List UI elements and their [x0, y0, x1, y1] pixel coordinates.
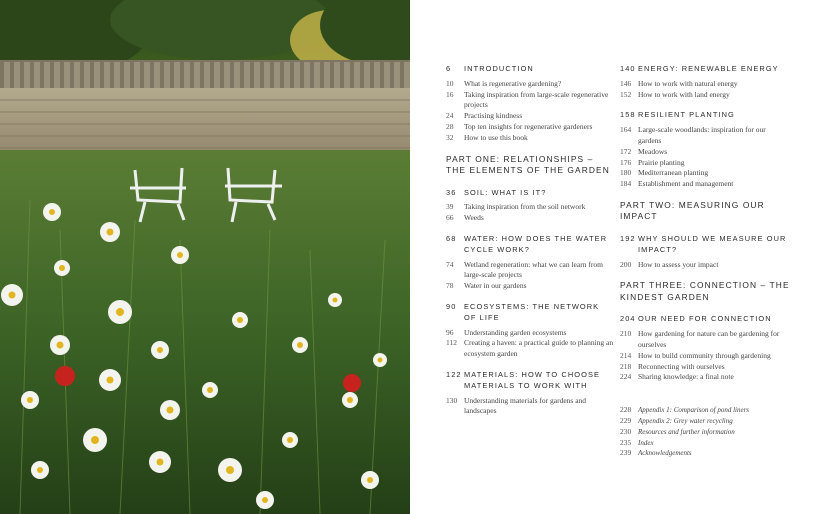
list-item — [620, 158, 790, 169]
list-item — [446, 396, 614, 418]
page-number: 192 — [620, 233, 636, 243]
entry-title: Acknowledgements — [638, 449, 692, 458]
page-number: 210 — [620, 329, 632, 339]
chapter-section — [620, 64, 790, 100]
page-number: 10 — [446, 78, 454, 88]
page-number: 214 — [620, 350, 632, 360]
page-number: 164 — [620, 125, 632, 135]
entry-title: Meadows — [638, 146, 668, 156]
table-of-contents — [410, 0, 820, 514]
page-number: 68 — [446, 233, 457, 243]
chapter-section — [446, 188, 614, 224]
entry-title: Taking inspiration from large-scale regenerative projects — [464, 89, 609, 110]
page-number: 228 — [620, 405, 632, 415]
page-number: 112 — [446, 338, 457, 348]
entry-title: Creating a haven: a practical guide to planning an ecosystem garden — [464, 338, 614, 359]
page-number: 204 — [620, 314, 636, 324]
chapter-heading — [446, 234, 614, 256]
chapter-heading — [620, 64, 790, 75]
page-number: 224 — [620, 372, 632, 382]
list-item — [620, 79, 790, 90]
entry-title: Index — [638, 438, 654, 447]
entry-title: How to work with natural energy — [638, 78, 738, 88]
entry-title: Prairie planting — [638, 157, 685, 167]
chapter-heading — [446, 64, 614, 75]
entry-title: How to use this book — [464, 132, 528, 142]
contents-column-left — [446, 64, 614, 427]
page-number: 90 — [446, 301, 457, 311]
entry-title: Top ten insights for regenerative gardeners — [464, 121, 593, 131]
list-item — [446, 133, 614, 144]
chapter-heading — [620, 234, 790, 256]
entry-title: Water in our gardens — [464, 281, 527, 291]
page-number: 140 — [620, 64, 636, 73]
entry-title: SOIL: WHAT IS IT? — [464, 187, 547, 197]
page-number: 184 — [620, 179, 632, 189]
list-item — [446, 90, 614, 112]
page-number: 32 — [446, 132, 454, 142]
page-number: 180 — [620, 168, 632, 178]
entry-title: Establishment and management — [638, 179, 734, 189]
entry-title: How to assess your impact — [638, 259, 719, 269]
chapter-heading — [446, 302, 614, 324]
list-item — [446, 213, 614, 224]
page-number: 172 — [620, 146, 632, 156]
appendix-list — [620, 405, 790, 459]
chapter-heading — [620, 110, 790, 121]
entry-title: Reconnecting with ourselves — [638, 361, 725, 371]
chapter-section — [620, 234, 790, 270]
chapter-section — [620, 314, 790, 383]
list-item — [446, 338, 614, 360]
entry-title: Understanding garden ecosystems — [464, 327, 567, 337]
list-item — [446, 122, 614, 133]
list-item — [446, 260, 614, 282]
entry-title: ENERGY: RENEWABLE ENERGY — [638, 64, 779, 73]
entry-title: ECOSYSTEMS: THE NETWORK OF LIFE — [464, 301, 600, 322]
page-number: 66 — [446, 213, 454, 223]
page-number: 36 — [446, 187, 457, 197]
page-number: 74 — [446, 259, 454, 269]
entry-title: Appendix 1: Comparison of pond liners — [638, 406, 750, 415]
page-number: 122 — [446, 369, 462, 379]
chapter-section — [446, 234, 614, 292]
chapter-heading — [446, 188, 614, 199]
page-number: 239 — [620, 448, 632, 458]
page-number: 176 — [620, 157, 632, 167]
page-number: 130 — [446, 395, 458, 405]
entry-title: OUR NEED FOR CONNECTION — [638, 314, 772, 324]
entry-title: Weeds — [464, 213, 484, 223]
entry-title: MATERIALS: HOW TO CHOOSE MATERIALS TO WORK WITH — [464, 369, 601, 390]
entry-title: WHY SHOULD WE MEASURE OUR IMPACT? — [638, 233, 787, 254]
page-number: 6 — [446, 64, 452, 73]
list-item — [620, 179, 790, 190]
chapter-heading — [446, 370, 614, 392]
list-item — [620, 372, 790, 383]
list-item — [620, 427, 790, 438]
entry-title: RESILIENT PLANTING — [638, 110, 735, 120]
page-number: 24 — [446, 111, 454, 121]
entry-title: Practising kindness — [464, 111, 523, 121]
entry-title: Understanding materials for gardens and landscapes — [464, 395, 587, 416]
list-item — [446, 111, 614, 122]
entry-title: Wetland regeneration: what we can learn from large-scale projects — [464, 259, 603, 280]
part-heading: PART ONE: RELATIONSHIPS – THE ELEMENTS OF THE GARDEN — [446, 153, 610, 176]
list-item — [620, 448, 790, 459]
list-item — [620, 168, 790, 179]
page-number: 78 — [446, 281, 454, 291]
list-item — [620, 362, 790, 373]
entry-title: Large-scale woodlands: inspiration for our gardens — [638, 125, 766, 145]
list-item — [620, 125, 790, 147]
list-item — [446, 281, 614, 292]
page-number: 146 — [620, 78, 632, 88]
page-number: 39 — [446, 202, 454, 212]
page-number: 16 — [446, 89, 454, 99]
entry-title: Mediterranean planting — [638, 168, 709, 178]
chapter-section — [446, 370, 614, 417]
page-number: 230 — [620, 426, 632, 436]
page-number: 28 — [446, 121, 454, 131]
entry-title: Sharing knowledge: a final note — [638, 372, 734, 382]
list-item — [620, 438, 790, 449]
list-item — [620, 260, 790, 271]
page-number: 96 — [446, 327, 454, 337]
list-item — [620, 329, 790, 351]
chapter-section — [620, 110, 790, 190]
entry-title: WATER: HOW DOES THE WATER CYCLE WORK? — [464, 233, 608, 254]
entry-title: Appendix 2: Grey water recycling — [638, 416, 733, 425]
list-item — [620, 416, 790, 427]
list-item — [620, 351, 790, 362]
list-item — [446, 328, 614, 339]
page-number: 235 — [620, 437, 632, 447]
chapter-section — [446, 64, 614, 144]
entry-title: What is regenerative gardening? — [464, 78, 562, 88]
entry-title: How to work with land energy — [638, 89, 730, 99]
chapter-section — [446, 302, 614, 360]
contents-column-right — [620, 64, 790, 469]
page-number: 218 — [620, 361, 632, 371]
page-number: 152 — [620, 89, 632, 99]
page-number: 229 — [620, 415, 632, 425]
entry-title: Resources and further information — [638, 427, 735, 436]
entry-title: Taking inspiration from the soil network — [464, 202, 586, 212]
chapter-heading — [620, 314, 790, 325]
entry-title: How gardening for nature can be gardening for ourselves — [638, 329, 780, 349]
entry-title: INTRODUCTION — [464, 64, 534, 73]
list-item — [620, 90, 790, 101]
list-item — [446, 79, 614, 90]
entry-title: How to build community through gardening — [638, 350, 771, 360]
list-item — [620, 147, 790, 158]
part-heading: PART THREE: CONNECTION – THE KINDEST GARDEN — [620, 280, 790, 302]
page-number: 158 — [620, 110, 636, 120]
list-item — [620, 405, 790, 416]
list-item — [446, 202, 614, 213]
part-heading: PART TWO: MEASURING OUR IMPACT — [620, 199, 765, 222]
page-number: 200 — [620, 259, 632, 269]
